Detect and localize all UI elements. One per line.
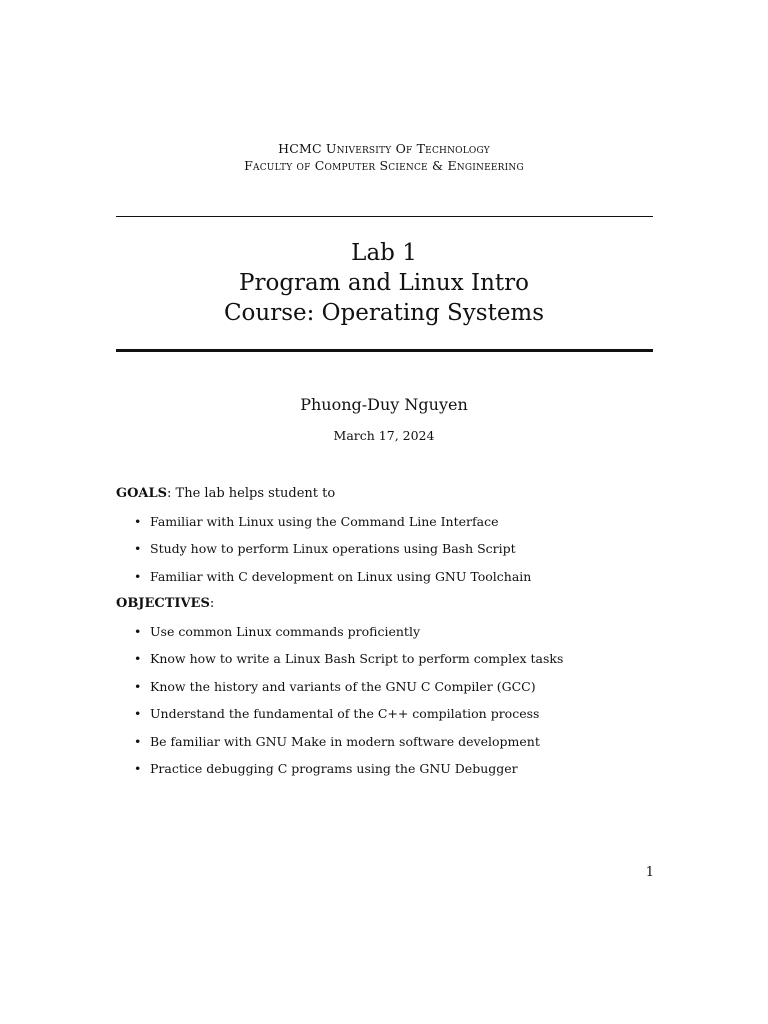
goals-heading: [116, 486, 335, 501]
objectives-intro: :: [209, 596, 215, 611]
bottom-rule: [116, 349, 653, 352]
list-item: [134, 650, 563, 677]
list-item-text: Familiar with Linux using the Command Line Interface: [150, 514, 499, 529]
course-name: Course: Operating Systems: [223, 300, 545, 326]
institution-header: [0, 140, 768, 174]
bullet-icon: •: [134, 678, 142, 694]
bullet-icon: •: [134, 760, 142, 776]
bullet-icon: •: [134, 541, 142, 557]
objectives-label: OBJECTIVES: [116, 596, 210, 611]
page-number: 1: [645, 865, 654, 880]
faculty-name: Faculty of Computer Science & Engineering: [244, 158, 524, 173]
list-item: [134, 678, 563, 705]
bullet-icon: •: [134, 706, 142, 722]
list-item: [134, 733, 563, 760]
document-date: March 17, 2024: [333, 428, 435, 443]
bullet-icon: •: [134, 624, 142, 639]
goals-label: GOALS: [116, 486, 168, 501]
goals-intro: : The lab helps student to: [167, 486, 336, 501]
list-item-text: Know the history and variants of the GNU C Compiler (GCC): [150, 678, 536, 694]
list-item-text: Understand the fundamental of the C++ compilation process: [150, 706, 540, 722]
list-item-text: Study how to perform Linux operations using Bash Script: [150, 541, 516, 557]
title-block: [0, 238, 768, 328]
list-item: [134, 760, 563, 787]
list-item-text: Practice debugging C programs using the GNU Debugger: [150, 760, 518, 776]
objectives-heading: [116, 596, 214, 611]
list-item-text: Be familiar with GNU Make in modern software development: [150, 733, 540, 749]
university-name: HCMC University Of Technology: [278, 141, 490, 156]
bullet-icon: •: [134, 568, 142, 584]
list-item: [134, 568, 531, 595]
list-item-text: Use common Linux commands proficiently: [150, 624, 421, 639]
list-item-text: Familiar with C development on Linux using GNU Toolchain: [150, 568, 532, 584]
list-item: [134, 705, 563, 732]
author-name: Phuong-Duy Nguyen: [300, 395, 468, 414]
list-item: [134, 623, 563, 650]
list-item: [134, 540, 531, 567]
lab-number: Lab 1: [351, 240, 417, 266]
lab-title: Program and Linux Intro: [239, 270, 529, 296]
bullet-icon: •: [134, 651, 142, 667]
goals-list: [134, 513, 531, 595]
list-item-text: Know how to write a Linux Bash Script to perform complex tasks: [150, 651, 564, 667]
bullet-icon: •: [134, 733, 142, 749]
bullet-icon: •: [134, 514, 142, 529]
top-rule: [116, 216, 653, 217]
list-item: [134, 513, 531, 540]
objectives-list: [134, 623, 563, 787]
